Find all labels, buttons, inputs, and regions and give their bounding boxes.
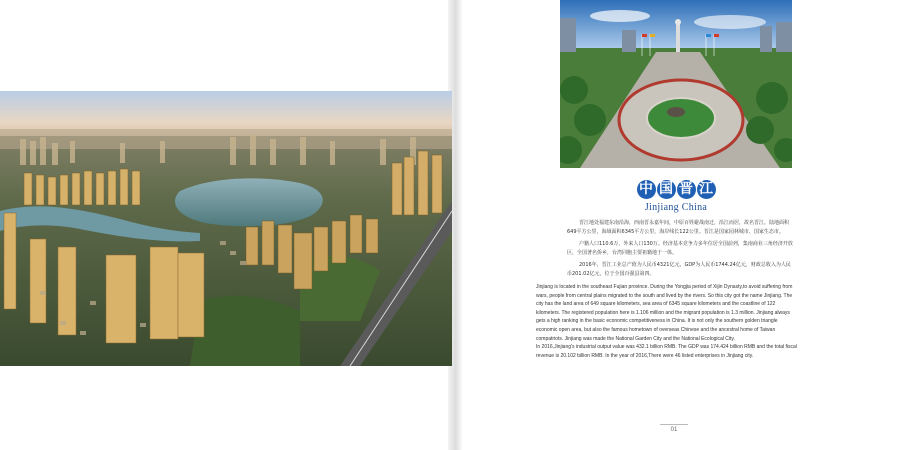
aerial-city-photo — [0, 91, 452, 366]
cn-title — [637, 180, 716, 199]
page-number: 01 — [660, 424, 688, 433]
cn-paragraph: 晋江地处福建东南沿海，西南晋永嘉年间，中原百姓避战南迁，沿江而居，故名晋江。陆地面积649平方公里，海域面积6345平方公里，海岸线长122公里。晋江是国家园林城市、国家生态市。 — [567, 220, 790, 235]
title-block — [560, 178, 792, 213]
plaza-photo — [560, 0, 792, 168]
en-paragraph: In 2016,Jinjiang's industrial output value was 432.1 billion RMB. The GDP was 174.424 billion RMB and the total fiscal revenue is 20.102 billion RMB. In the year of 2016,There were 46 listed enterprises in Jinjiang city. — [536, 344, 797, 359]
en-paragraph: Jinjiang is located in the southeast Fujian province. During the Yongjia period of Xijin Dynasty,to avoid suffering from wars, people from central plains migrated to the south and lived by the rivers. So this city got the name Jinjiang. The city has the land area of 649 square kilometers, sea area of 6345 square kilometers and the coastline of 122 kilometers. The registered population here is 1.106 million and the migrant population is 1.3 million. Jinjiang always gets a high ranking in the basic economic competitiveness in China. It is not only the southern golden triangle economic open area, but also the famous hometown of overseas Chinese and the ancestral home of Taiwan compatriots. Jinjiang was made the National Garden City and the National Ecological City. — [536, 284, 793, 342]
cn-paragraph: 户籍人口110.6万，外来人口130万。经济基本竞争力多年位居全国前列，集南商业三角经济开放区，全国著名侨乡，台湾同胞主要祖籍地于一体。 — [567, 241, 793, 256]
cn-title-char: 国 — [657, 180, 676, 199]
en-title: Jinjiang China — [644, 202, 708, 213]
chinese-body-text — [567, 219, 795, 282]
cn-title-char: 中 — [637, 180, 656, 199]
cn-title-char: 晋 — [677, 180, 696, 199]
cn-paragraph: 2016年，晋江工业总产值为人民币4321亿元，GDP为人民币1744.24亿元，财政总收入为人民币201.02亿元，位于全国百强县第四。 — [567, 262, 791, 277]
english-body-text — [536, 283, 798, 360]
cn-title-char: 江 — [697, 180, 716, 199]
